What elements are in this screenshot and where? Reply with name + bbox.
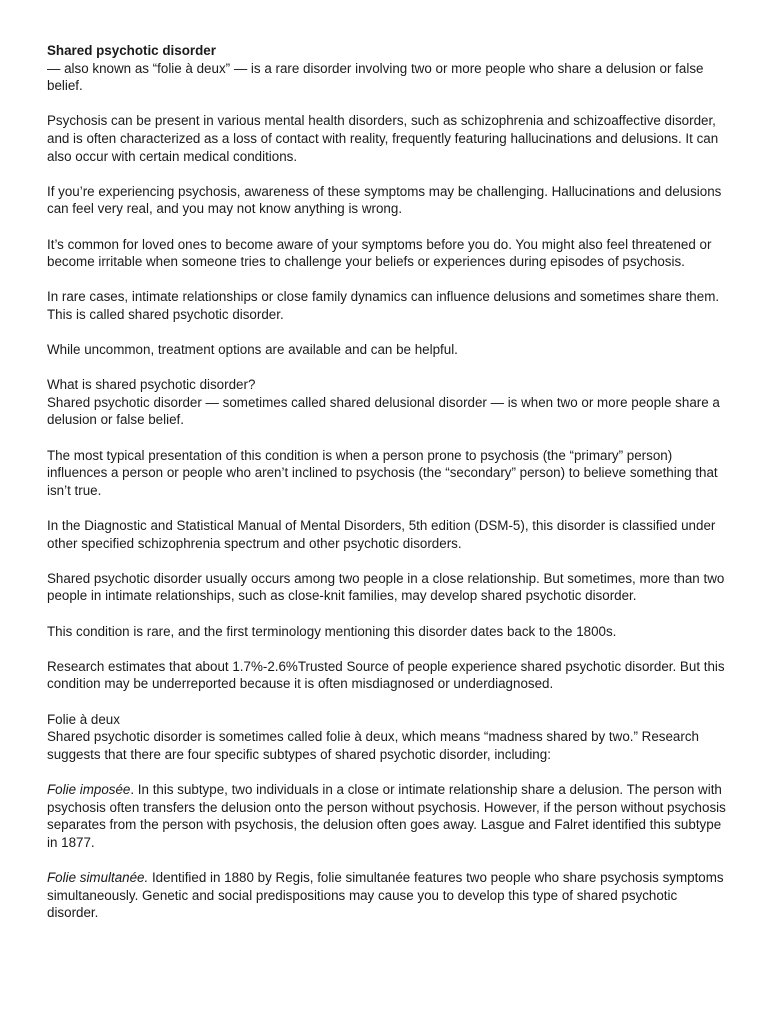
section-folie-a-deux xyxy=(47,711,727,764)
term-folie-simultanee: Folie simultanée. xyxy=(47,869,149,885)
text-folie-simultanee: Identified in 1880 by Regis, folie simultanée features two people who share psychosis symptoms simultaneously. Genetic and social predispositions may cause you to develop this type of shared psychotic disorder. xyxy=(47,869,724,921)
paragraph-dsm5: In the Diagnostic and Statistical Manual of Mental Disorders, 5th edition (DSM-5), this disorder is classified under other specified schizophrenia spectrum and other psychotic disorders. xyxy=(47,518,716,551)
section-what-is xyxy=(47,376,727,429)
text-folie-imposee: . In this subtype, two individuals in a close or intimate relationship share a delusion. The person with psychosis often transfers the delusion onto the person without psychosis. However, if the person without psychosis separates from the person with psychosis, the delusion often goes away. Lasgue and Falret identified this subtype in 1877. xyxy=(47,781,726,850)
section-heading-what-is: What is shared psychotic disorder? xyxy=(47,377,256,393)
paragraph-subtypes: Shared psychotic disorder is sometimes called folie à deux, which means “madness shared by two.” Research suggests that there are four specific subtypes of shared psychotic disorder, including: xyxy=(47,729,699,762)
document-title: Shared psychotic disorder xyxy=(47,43,216,58)
paragraph-treatment: While uncommon, treatment options are available and can be helpful. xyxy=(47,342,458,358)
paragraph-rare-cases: In rare cases, intimate relationships or close family dynamics can influence delusions and sometimes share them. This is called shared psychotic disorder. xyxy=(47,289,720,322)
paragraph-folie-simultanee xyxy=(47,869,727,922)
paragraph-psychosis: Psychosis can be present in various mental health disorders, such as schizophrenia and schizoaffective disorder, and is often characterized as a loss of contact with reality, frequently featuring hallucinations and delusions. It can also occur with certain medical conditions. xyxy=(47,113,719,164)
paragraph-folie-imposee xyxy=(47,781,727,851)
paragraph-history: This condition is rare, and the first terminology mentioning this disorder dates back to the 1800s. xyxy=(47,623,617,639)
paragraph-presentation: The most typical presentation of this condition is when a person prone to psychosis (the “primary” person) influences a person or people who aren’t inclined to psychosis (the “secondary” person) to believe something that isn’t true. xyxy=(47,447,718,498)
paragraph-definition: Shared psychotic disorder — sometimes called shared delusional disorder — is when two or more people share a delusion or false belief. xyxy=(47,394,720,428)
section-heading-folie-a-deux: Folie à deux xyxy=(47,711,120,727)
term-folie-imposee: Folie imposée xyxy=(47,781,131,797)
paragraph-loved-ones: It’s common for loved ones to become aware of your symptoms before you do. You might also feel threatened or become irritable when someone tries to challenge your beliefs or experiences during episodes of psychosis. xyxy=(47,236,712,270)
document-page xyxy=(47,42,727,939)
paragraph-research: Research estimates that about 1.7%-2.6%Trusted Source of people experience shared psychotic disorder. But this condition may be underreported because it is often misdiagnosed or underdiagnosed. xyxy=(47,658,725,692)
paragraph-awareness: If you’re experiencing psychosis, awareness of these symptoms may be challenging. Hallucinations and delusions can feel very real, and you may not know anything is wrong. xyxy=(47,183,722,217)
intro-text: — also known as “folie à deux” — is a rare disorder involving two or more people who share a delusion or false belief. xyxy=(47,60,704,94)
intro-paragraph xyxy=(47,42,727,95)
paragraph-relationships: Shared psychotic disorder usually occurs among two people in a close relationship. But sometimes, more than two people in intimate relationships, such as close-knit families, may develop shared psychotic disorder. xyxy=(47,570,725,604)
